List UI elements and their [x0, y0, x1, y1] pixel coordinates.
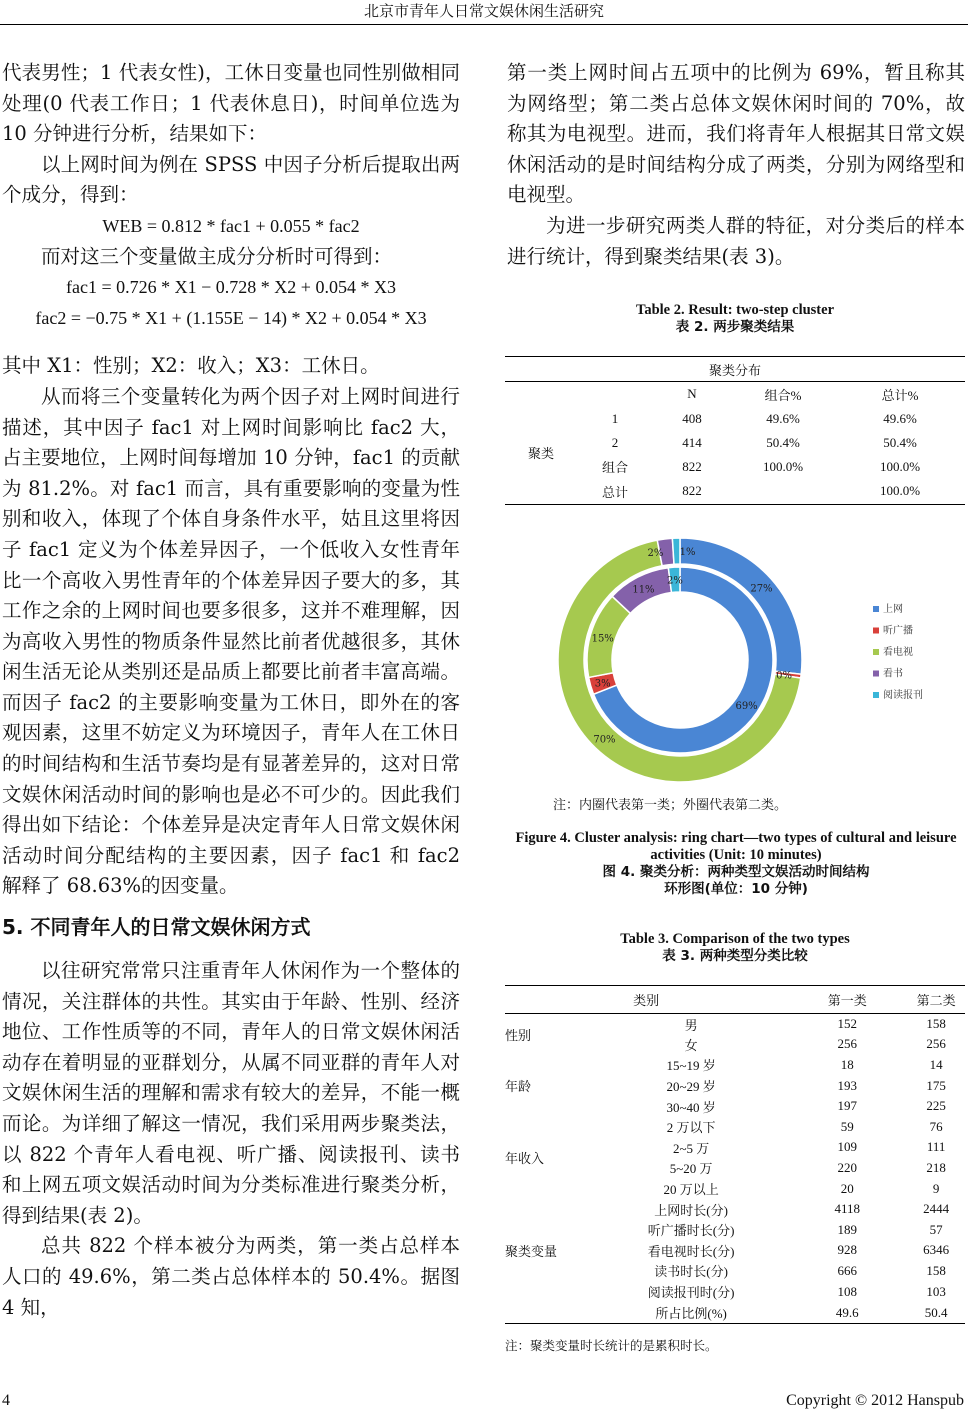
data-label: 70% [593, 734, 616, 746]
table-2 [505, 302, 965, 505]
cell: 822 [682, 458, 702, 474]
cell: 5~20 万 [669, 1161, 713, 1177]
column-header: 总计% [881, 387, 919, 403]
data-label: 1% [679, 547, 696, 559]
data-label: 15% [591, 633, 614, 645]
cell: 152 [837, 1016, 858, 1032]
cell: 2444 [923, 1201, 950, 1217]
legend-label: 看书 [883, 668, 903, 680]
paragraph: 为进一步研究两类人群的特征，对分类后的样本进行统计，得到聚类结果(表 3)。 [507, 213, 965, 268]
cell: 109 [837, 1139, 858, 1155]
cell: 822 [682, 483, 702, 499]
cell: 175 [926, 1077, 946, 1093]
page-number: 4 [2, 1392, 10, 1409]
cell: 414 [682, 434, 702, 450]
cell: 6346 [923, 1242, 950, 1258]
column-header: 第一类 [827, 993, 867, 1008]
cell: 20 万以上 [663, 1182, 719, 1198]
cell: 256 [837, 1036, 858, 1052]
data-label: 0% [776, 670, 792, 682]
cell: 2 万以下 [666, 1120, 716, 1136]
cell: 9 [932, 1180, 940, 1196]
legend-swatch [873, 692, 879, 698]
cell: 220 [837, 1159, 858, 1175]
data-label: 2% [647, 547, 664, 559]
cell: 193 [837, 1077, 858, 1093]
table-row [505, 1116, 965, 1137]
cell: 49.6% [766, 410, 800, 426]
legend-label: 看电视 [883, 647, 913, 658]
cell: 218 [926, 1159, 946, 1175]
data-label: 2% [667, 575, 683, 587]
figure-caption-zh: 环形图(单位：10 分钟) [664, 881, 808, 897]
cell: 14 [929, 1056, 943, 1072]
table-note: 注：聚类变量时长统计的是累积时长。 [505, 1338, 718, 1354]
cell: 看电视时长(分) [647, 1243, 735, 1259]
table-row [505, 1055, 965, 1076]
legend-swatch [873, 606, 879, 612]
data-label: 69% [735, 701, 758, 713]
running-header: 北京市青年人日常文娱休闲生活研究 [363, 2, 604, 20]
cell: 女 [684, 1037, 698, 1053]
legend-swatch [873, 649, 879, 655]
header-rule [0, 24, 968, 25]
cell: 100.0% [879, 483, 921, 499]
cell: 256 [926, 1036, 946, 1052]
cell: 2~5 万 [672, 1140, 710, 1156]
cell [731, 479, 835, 505]
table-3 [505, 931, 965, 1354]
cell: 108 [837, 1283, 858, 1299]
table-caption-zh: 表 3. 两种类型分类比较 [662, 948, 808, 964]
cell: 189 [837, 1221, 858, 1237]
legend-label: 阅读报刊 [883, 690, 923, 701]
paragraph: 以上网时间为例在 SPSS 中因子分析后提取出两个成分，得到： [2, 152, 460, 207]
cell: 4118 [834, 1201, 861, 1217]
cell: 20~29 岁 [666, 1079, 716, 1095]
cell: 30~40 岁 [666, 1099, 716, 1115]
cell: 103 [926, 1283, 946, 1299]
cell: 158 [926, 1016, 946, 1032]
table-caption-en: Table 3. Comparison of the two types [620, 931, 850, 947]
legend-swatch [873, 628, 879, 634]
data-label: 3% [594, 678, 611, 690]
paragraph: 而对这三个变量做主成分分析时可得到： [41, 244, 393, 268]
cell: 408 [682, 410, 702, 426]
cell: 111 [926, 1139, 946, 1155]
table-caption-en: Table 2. Result: two-step cluster [635, 302, 834, 318]
copyright: Copyright © 2012 Hanspub [786, 1392, 964, 1409]
row-group-label: 年收入 [505, 1151, 545, 1167]
data-label: 27% [750, 583, 773, 595]
cell: 100.0% [762, 458, 804, 474]
paragraph: 总共 822 个样本被分为两类，第一类占总样本人口的 49.6%，第二类占总体样本的 50.4%。据图 4 知， [2, 1234, 460, 1319]
cell: 所占比例(%) [655, 1306, 727, 1322]
table-caption-zh: 表 2. 两步聚类结果 [675, 319, 795, 335]
cell: 57 [929, 1221, 943, 1237]
ring-chart [540, 520, 960, 800]
cell: 666 [837, 1262, 858, 1278]
legend-label: 听广播 [883, 625, 913, 637]
table-row [505, 1302, 965, 1324]
cell: 20 [840, 1180, 854, 1196]
table-row [505, 1014, 965, 1035]
figure-note: 注：内圈代表第一类；外圈代表第二类。 [553, 798, 788, 813]
cell: 49.6 [835, 1304, 859, 1320]
equation-fac2: fac2 = −0.75 * X1 + (1.155E − 14) * X2 + 0.054 * X3 [35, 307, 427, 328]
cell: 读书时长(分) [654, 1264, 728, 1280]
table-title: 聚类分布 [708, 362, 761, 378]
figure-caption-en: Figure 4. Cluster analysis: ring chart—two types of cultural and leisure activities (Unit: 10 minutes) [515, 830, 957, 863]
cell: 15~19 岁 [666, 1058, 716, 1074]
cell: 158 [926, 1262, 946, 1278]
paragraph: 代表男性；1 代表女性)，工休日变量也同性别做相同处理(0 代表工作日；1 代表休息日)，时间单位选为 10 分钟进行分析，结果如下： [2, 61, 460, 146]
table-row [505, 407, 965, 431]
paragraph: 从而将三个变量转化为两个因子对上网时间进行描述，其中因子 fac1 对上网时间影响比 fac2 大，占主要地位，上网时间每增加 10 分钟，fac1 的贡献为 81.2%。对 fac1 而言，具有重要影响的变量为性别和收入，体现了个体自身条件水平，姑且这里将因子 fac1 定义为个体差异因子，一个低收入女性青年比一个高收入男性青年的个体差异因子要大的多，其工作之余的上网时间也要多很多，这并不难理解，因为高收入男性的物质条件显然比前者优越很多，其休闲生活无论从类别还是品质上都要比前者丰富高端。而因子 fac2 的主要影响变量为工休日，即外在的客观因素，这里不妨定义为环境因子，青年人在工休日的时间结构和生活节奏均是有显著差异的，这对日常文娱休闲活动时间的影响也是必不可少的。因此我们得出如下结论：个体差异是决定青年人日常文娱休闲活动时间分配结构的主要因素，因子 fac1 和 fac2 解释了 68.63%的因变量。 [2, 384, 460, 898]
legend-label: 上网 [883, 604, 903, 615]
paragraph: 以往研究常常只注重青年人休闲作为一个整体的情况，关注群体的共性。其实由于年龄、性别、经济地位、工作性质等的不同，青年人的日常文娱休闲活动存在着明显的亚群划分，从属不同亚群的青年人对文娱休闲生活的理解和需求有较大的差异，不能一概而论。为详细了解这一情况，我们采用两步聚类法，以 822 个青年人看电视、听广播、阅读报刊、读书和上网五项文娱活动时间为分类标准进行聚类分析，得到结果(表 2)。 [2, 959, 460, 1227]
column-header: 组合% [764, 387, 802, 403]
cell: 50.4% [766, 434, 800, 450]
cell: 50.4 [924, 1304, 948, 1320]
cell: 197 [837, 1098, 858, 1114]
cell: 49.6% [883, 410, 917, 426]
figure-caption [505, 830, 967, 898]
section-heading: 5. 不同青年人的日常文娱休闲方式 [2, 915, 311, 940]
row-group-label: 性别 [505, 1027, 532, 1043]
cell: 听广播时长(分) [647, 1223, 735, 1239]
left-column [2, 58, 460, 1323]
data-label: 11% [632, 584, 655, 596]
cell: 1 [611, 410, 619, 426]
cell: 组合 [601, 460, 628, 475]
equation-fac1: fac1 = 0.726 * X1 − 0.728 * X2 + 0.054 * X3 [66, 277, 396, 298]
row-group-label: 聚类 [527, 445, 554, 461]
column-header: 类别 [633, 993, 660, 1008]
cell: 18 [840, 1056, 854, 1072]
cell: 928 [837, 1242, 858, 1258]
table-row [505, 1199, 965, 1220]
column-header: N [687, 386, 697, 402]
cell: 总计 [601, 484, 628, 500]
column-header: 第二类 [916, 993, 956, 1008]
cell: 50.4% [883, 434, 917, 450]
cell: 59 [840, 1118, 854, 1134]
cell: 100.0% [879, 458, 921, 474]
row-group-label: 年龄 [505, 1079, 532, 1095]
paragraph: 第一类上网时间占五项中的比例为 69%，暂且称其为网络型；第二类占总体文娱休闲时间的 70%，故称其为电视型。进而，我们将青年人根据其日常文娱休闲活动的是时间结构分成了两类，分别为网络型和电视型。 [507, 61, 965, 207]
cell: 2 [611, 434, 619, 450]
row-group-label: 聚类变量 [505, 1243, 558, 1259]
paragraph: 其中 X1：性别；X2：收入；X3：工休日。 [2, 354, 380, 378]
cell: 上网时长(分) [654, 1202, 728, 1218]
right-column [507, 58, 965, 272]
cell: 男 [684, 1017, 698, 1033]
cell: 阅读报刊时(分) [647, 1285, 735, 1301]
equation-web: WEB = 0.812 * fac1 + 0.055 * fac2 [102, 215, 360, 236]
cell: 225 [926, 1098, 946, 1114]
figure-caption-zh: 图 4. 聚类分析：两种类型文娱活动时间结构 [602, 864, 870, 880]
cell: 76 [929, 1118, 943, 1134]
legend-swatch [873, 671, 879, 677]
